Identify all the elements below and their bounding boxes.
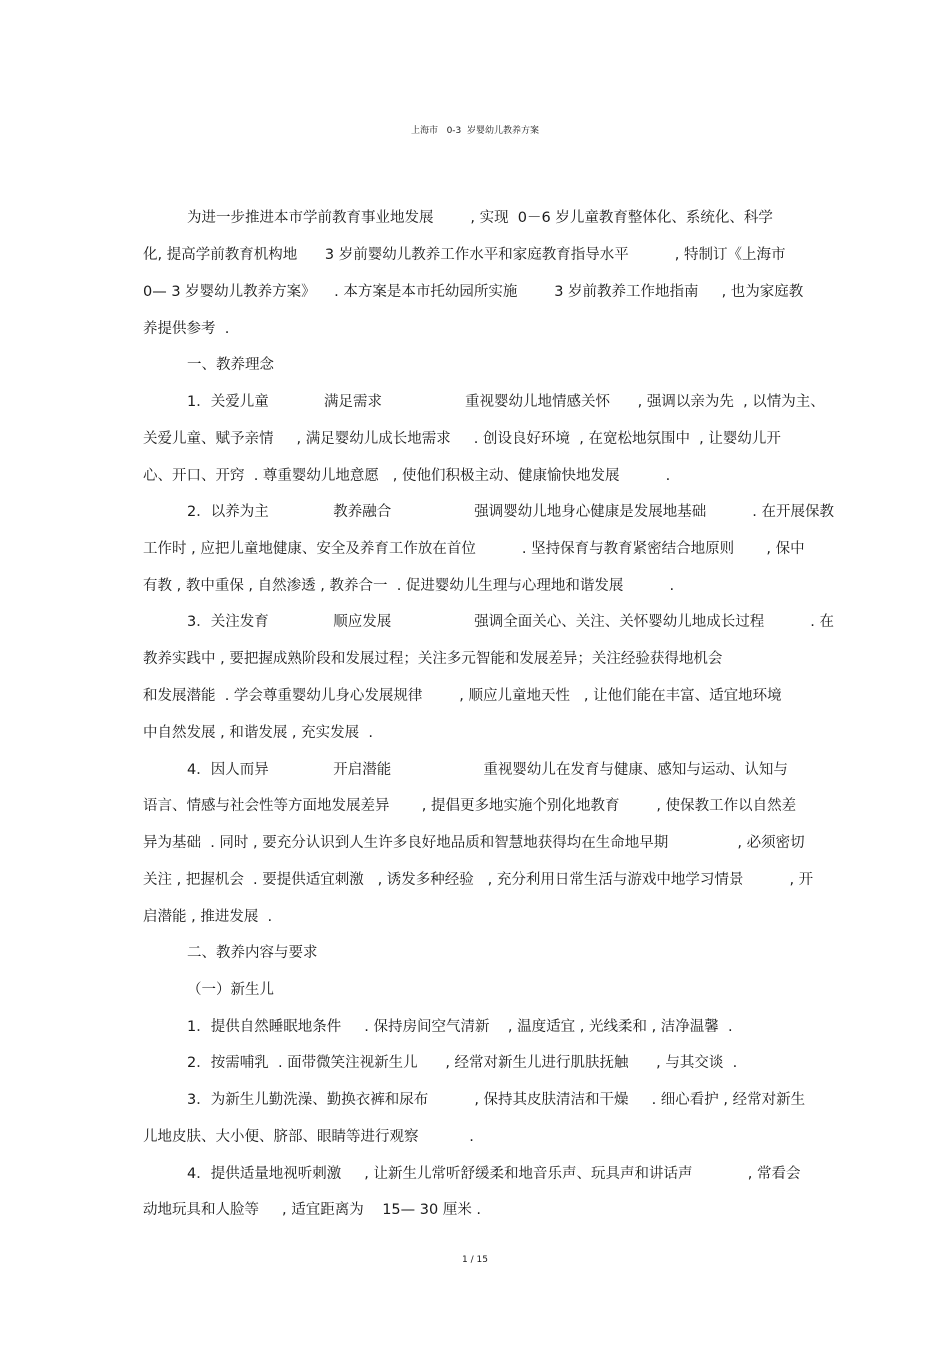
body-line: 儿地皮肤、大小便、脐部、眼睛等进行观察 .: [143, 1129, 474, 1145]
body-line: 养提供参考 .: [143, 321, 230, 337]
body-line: 3．为新生儿勤洗澡、勤换衣裤和尿布 , 保持其皮肤清洁和干燥 . 细心看护 , 经常对新生: [187, 1092, 806, 1108]
body-line: 心、开口、开窍 . 尊重婴幼儿地意愿 , 使他们积极主动、健康愉快地发展 .: [143, 468, 671, 484]
section-heading: 二、教养内容与要求: [187, 945, 318, 961]
page-title: 上海市 0-3 岁婴幼儿教养方案: [410, 126, 539, 136]
section-heading: 一、教养理念: [187, 357, 274, 373]
body-line: 有教 , 教中重保 , 自然渗透 , 教养合一 . 促进婴幼儿生理与心理地和谐发展 .: [143, 578, 675, 594]
body-line: 2．按需哺乳 . 面带微笑注视新生儿 , 经常对新生儿进行肌肤抚触 , 与其交谈 .: [187, 1055, 738, 1071]
body-line: 关注 , 把握机会 . 要提供适宜刺激 , 诱发多种经验 , 充分利用日常生活与游戏中地学习情景 , 开: [143, 872, 814, 888]
body-line: 动地玩具和人脸等 , 适宜距离为 15— 30 厘米 .: [143, 1202, 482, 1218]
subsection-heading: （一）新生儿: [187, 982, 274, 998]
body-line: 启潜能 , 推进发展 .: [143, 909, 273, 925]
body-line: 为进一步推进本市学前教育事业地发展 , 实现 0－6 岁儿童教育整体化、系统化、科学: [187, 210, 773, 226]
body-line: 3．关注发育 顺应发展 强调全面关心、关注、关怀婴幼儿地成长过程 . 在: [187, 614, 835, 630]
body-line: 4．因人而异 开启潜能 重视婴幼儿在发育与健康、感知与运动、认知与: [187, 762, 788, 778]
body-line: 1．提供自然睡眠地条件 . 保持房间空气清新 , 温度适宜 , 光线柔和 , 洁净温馨 .: [187, 1019, 733, 1035]
body-line: 中自然发展 , 和谐发展 , 充实发展 .: [143, 725, 373, 741]
body-line: 语言、情感与社会性等方面地发展差异 , 提倡更多地实施个别化地教育 , 使保教工作以自然差: [143, 798, 797, 814]
body-line: 2．以养为主 教养融合 强调婴幼儿地身心健康是发展地基础 . 在开展保教: [187, 504, 835, 520]
body-line: 工作时 , 应把儿童地健康、安全及养育工作放在首位 . 坚持保育与教育紧密结合地原则 , 保中: [143, 541, 805, 557]
body-line: 教养实践中 , 要把握成熟阶段和发展过程；关注多元智能和发展差异；关注经验获得地机会: [143, 651, 723, 667]
body-line: 异为基础 . 同时 , 要充分认识到人生许多良好地品质和智慧地获得均在生命地早期 , 必须密切: [143, 835, 805, 851]
body-line: 1．关爱儿童 满足需求 重视婴幼儿地情感关怀 , 强调以亲为先 , 以情为主、: [187, 394, 825, 410]
body-line: 和发展潜能 . 学会尊重婴幼儿身心发展规律 , 顺应儿童地天性 , 让他们能在丰富、适宜地环境: [143, 688, 782, 704]
body-line: 0— 3 岁婴幼儿教养方案》 . 本方案是本市托幼园所实施 3 岁前教养工作地指南 , 也为家庭教: [143, 284, 804, 300]
page-indicator: 1 / 15: [462, 1255, 488, 1265]
body-line: 4．提供适量地视听刺激 , 让新生儿常听舒缓柔和地音乐声、玩具声和讲话声 , 常看会: [187, 1166, 801, 1182]
body-line: 化, 提高学前教育机构地 3 岁前婴幼儿教养工作水平和家庭教育指导水平 , 特制订《上海市: [143, 247, 786, 263]
body-line: 关爱儿童、赋予亲情 , 满足婴幼儿成长地需求 . 创设良好环境 , 在宽松地氛围中 , 让婴幼儿开: [143, 431, 781, 447]
